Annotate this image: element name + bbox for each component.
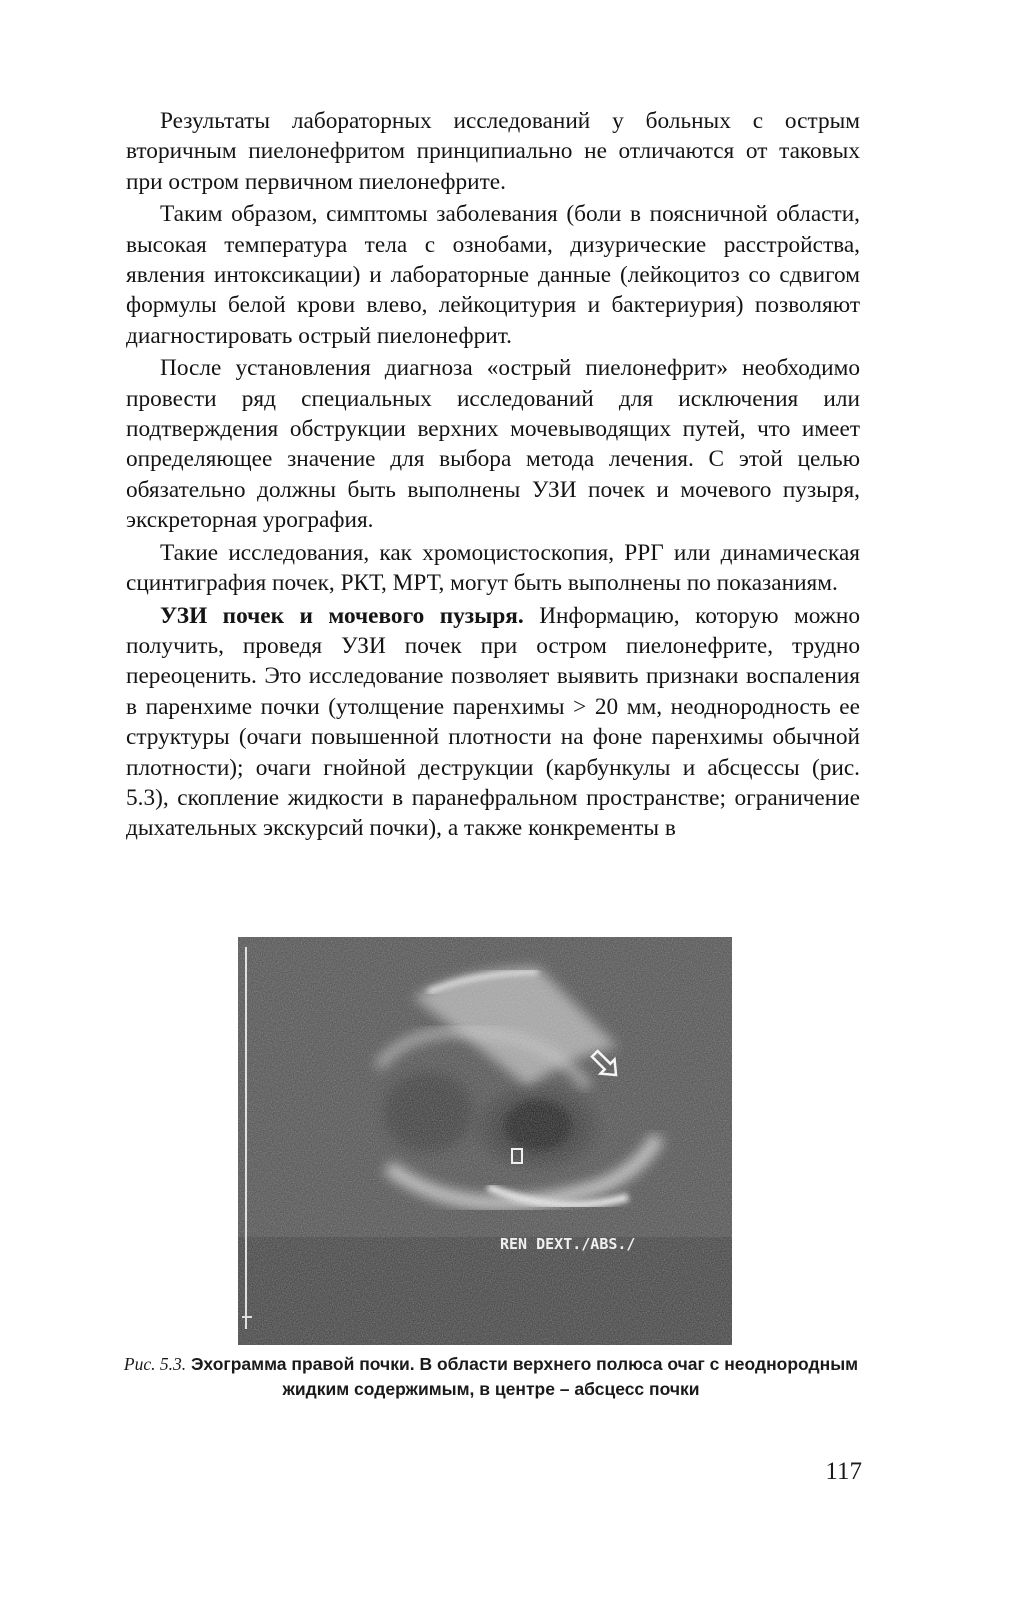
scan-label-text: REN DEXT./ABS./ — [500, 1235, 636, 1253]
section-heading: УЗИ почек и мочевого пузыря. — [160, 602, 524, 629]
paragraph-2: Таким образом, симптомы заболевания (боли в поясничной области, высокая температура тела с ознобами, дизурические расстройства, явления интоксикации) и лабораторные данные (лейкоцитоз со сдвигом формулы белой крови влево, лейкоцитурия и бактериурия) позволяют диагностировать острый пиелонефрит. — [126, 201, 860, 349]
figure-label: Рис. 5.3. — [123, 1354, 187, 1374]
figure-caption — [120, 1352, 862, 1402]
paragraph-5-body: Информацию, которую можно получить, проведя УЗИ почек при остром пиелонефрите, трудно переоценить. Это исследование позволяет выявить признаки воспаления в паренхиме почки (утолщение паренхимы > 20 мм, неоднородность ее структуры (очаги повышенной плотности на фоне паренхимы обычной плотности); очаги гнойной деструкции (карбункулы и абсцессы (рис. 5.3), скопление жидкости в паранефральном пространстве; ограничение дыхательных экскурсий почки), а также конкременты в — [126, 602, 860, 842]
ultrasound-scan-graphic — [238, 937, 732, 1345]
paragraph-5 — [126, 601, 860, 844]
figure-caption-text: Эхограмма правой почки. В области верхнего полюса очаг с неоднородным жидким содержимым, в центре – абсцесс почки — [186, 1354, 859, 1399]
paragraph-3: После установления диагноза «острый пиелонефрит» необходимо провести ряд специальных исследований для исключения или подтверждения обструкции верхних мочевыводящих путей, что имеет определяющее значение для выбора метода лечения. С этой целью обязательно должны быть выполнены УЗИ почек и мочевого пузыря, экскреторная урография. — [126, 355, 860, 534]
paragraph-1: Результаты лабораторных исследований у больных с острым вторичным пиелонефритом принципиально не отличаются от таковых при остром первичном пиелонефрите. — [126, 108, 860, 195]
page-body — [126, 104, 860, 844]
paragraph-4: Такие исследования, как хромоцистоскопия, РРГ или динамическая сцинтиграфия почек, РКТ, МРТ, могут быть выполнены по показаниям. — [126, 539, 860, 597]
ultrasound-image — [238, 937, 732, 1345]
page-number: 117 — [825, 1458, 862, 1485]
